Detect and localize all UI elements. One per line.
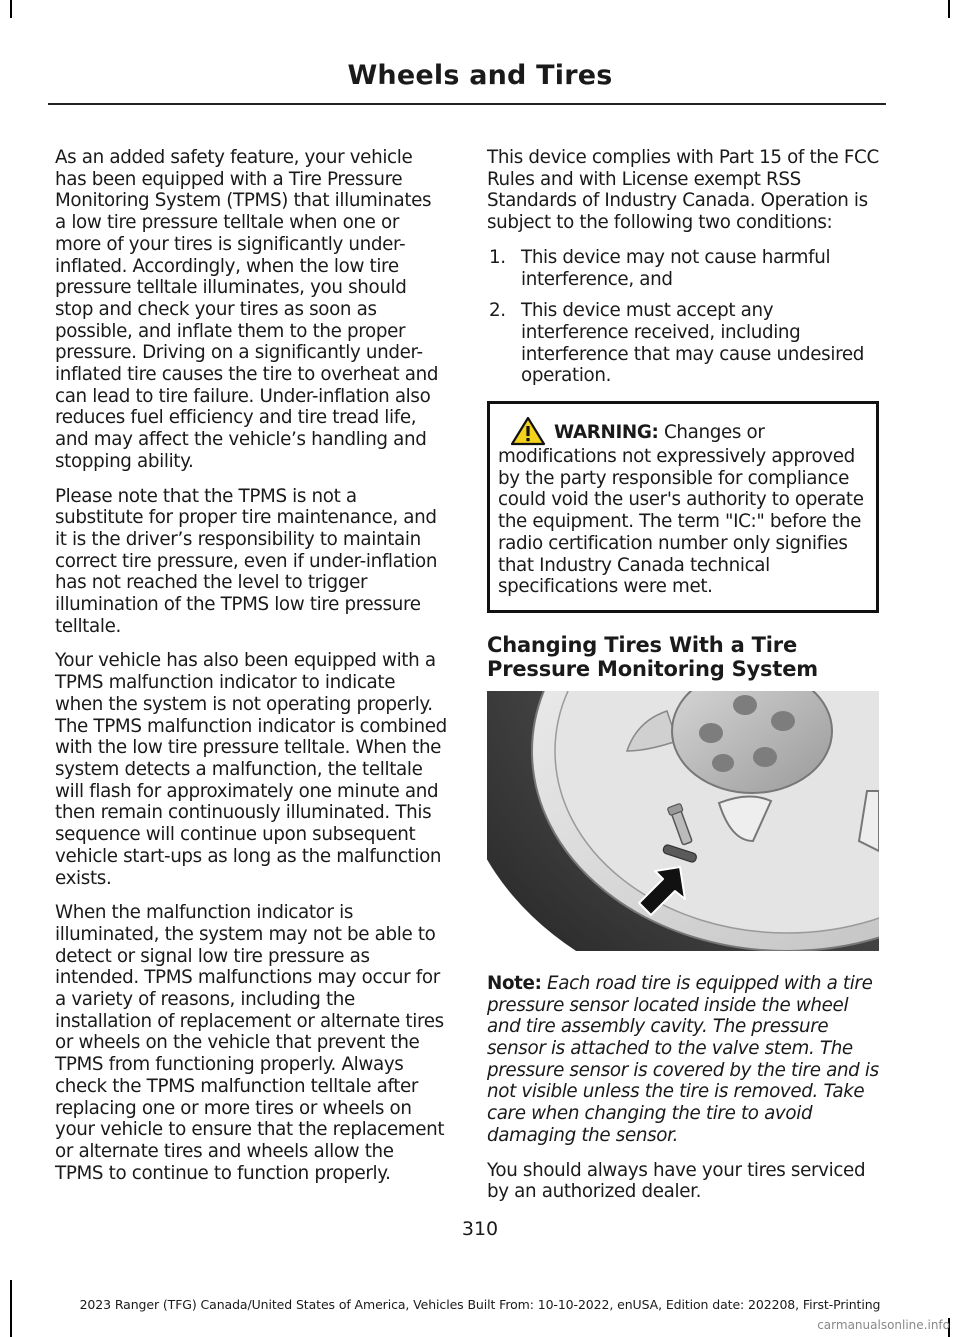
crop-mark-top-right: [948, 0, 950, 18]
conditions-list: [487, 247, 879, 387]
fcc-compliance-paragraph: This device complies with Part 15 of the FCC Rules and with License exempt RSS Standards of Industry Canada. Operation is subject to the following two conditions:: [487, 147, 879, 234]
section-heading: Changing Tires With a Tire Pressure Monitoring System: [487, 632, 818, 681]
note-label: Note:: [487, 972, 542, 994]
list-item-number: 1.: [489, 246, 506, 268]
tpms-safety-paragraph: As an added safety feature, your vehicle has been equipped with a Tire Pressure Monitoring System (TPMS) that illuminates a low tire pressure telltale when one or more of your tires is significantly under-inflated. Accordingly, when the low tire pressure telltale illuminates, you should stop and check your tires as soon as possible, and inflate them to the proper pressure. Driving on a significantly under-inflated tire causes the tire to overheat and can lead to tire failure. Under-inflation also reduces fuel efficiency and tire tread life, and may affect the vehicle’s handling and stopping ability.: [55, 147, 439, 472]
page-header-title: Wheels and Tires: [347, 60, 613, 91]
crop-mark-top-left: [10, 0, 12, 18]
warning-text: Changes or modifications not expressively approved by the party responsible for compliance could void the user's authority to operate the equipment. The term "IC:" before the radio certification number only signifies that Industry Canada technical specifications were met.: [498, 422, 864, 598]
page-number: 310: [461, 1218, 499, 1240]
list-item: [487, 300, 879, 387]
warning-label: WARNING:: [554, 422, 659, 444]
header-divider: [48, 103, 886, 105]
list-item-text: This device may not cause harmful interference, and: [521, 246, 831, 290]
tire-valve-stem-illustration: [487, 691, 879, 951]
left-column: [55, 147, 447, 1197]
warning-box: [487, 401, 879, 613]
tpms-malfunction-causes-paragraph: When the malfunction indicator is illuminated, the system may not be able to detect or signal low tire pressure as intended. TPMS malfunctions may occur for a variety of reasons, including the installation of replacement or alternate tires or wheels on the vehicle that prevent the TPMS from functioning properly. Always check the TPMS malfunction telltale after replacing one or more tires or wheels on your vehicle to ensure that the replacement or alternate tires and wheels allow the TPMS to continue to function properly.: [55, 902, 445, 1184]
list-item-number: 2.: [489, 300, 506, 322]
footer-text: 2023 Ranger (TFG) Canada/United States of America, Vehicles Built From: 10-10-2022, enUSA, Edition date: 202208, First-Printing: [79, 1297, 881, 1312]
wheel-illustration: [487, 691, 879, 951]
note-paragraph: [487, 973, 879, 1147]
list-item-text: This device must accept any interference received, including interference that may cause undesired operation.: [521, 300, 864, 387]
note-text: Each road tire is equipped with a tire pressure sensor located inside the wheel and tire assembly cavity. The pressure sensor is attached to the valve stem. The pressure sensor is covered by the tire and is not visible unless the tire is removed. Take care when changing the tire to avoid damaging the sensor.: [487, 972, 879, 1146]
warning-triangle-icon: [510, 416, 546, 446]
watermark: carmanualsonline.info: [817, 1318, 950, 1332]
tpms-maintenance-paragraph: Please note that the TPMS is not a substitute for proper tire maintenance, and it is the driver’s responsibility to maintain correct tire pressure, even if under-inflation has not reached the level to trigger illumination of the TPMS low tire pressure telltale.: [55, 485, 438, 637]
tpms-malfunction-indicator-paragraph: Your vehicle has also been equipped with a TPMS malfunction indicator to indicate when the system is not operating properly. The TPMS malfunction indicator is combined with the low tire pressure telltale. When the system detects a malfunction, the telltale will flash for approximately one minute and then remain continuously illuminated. This sequence will continue upon subsequent vehicle start-ups as long as the malfunction exists.: [55, 650, 447, 889]
list-item: [487, 247, 879, 290]
dealer-service-paragraph: You should always have your tires serviced by an authorized dealer.: [487, 1159, 866, 1203]
right-column: [487, 147, 879, 1216]
